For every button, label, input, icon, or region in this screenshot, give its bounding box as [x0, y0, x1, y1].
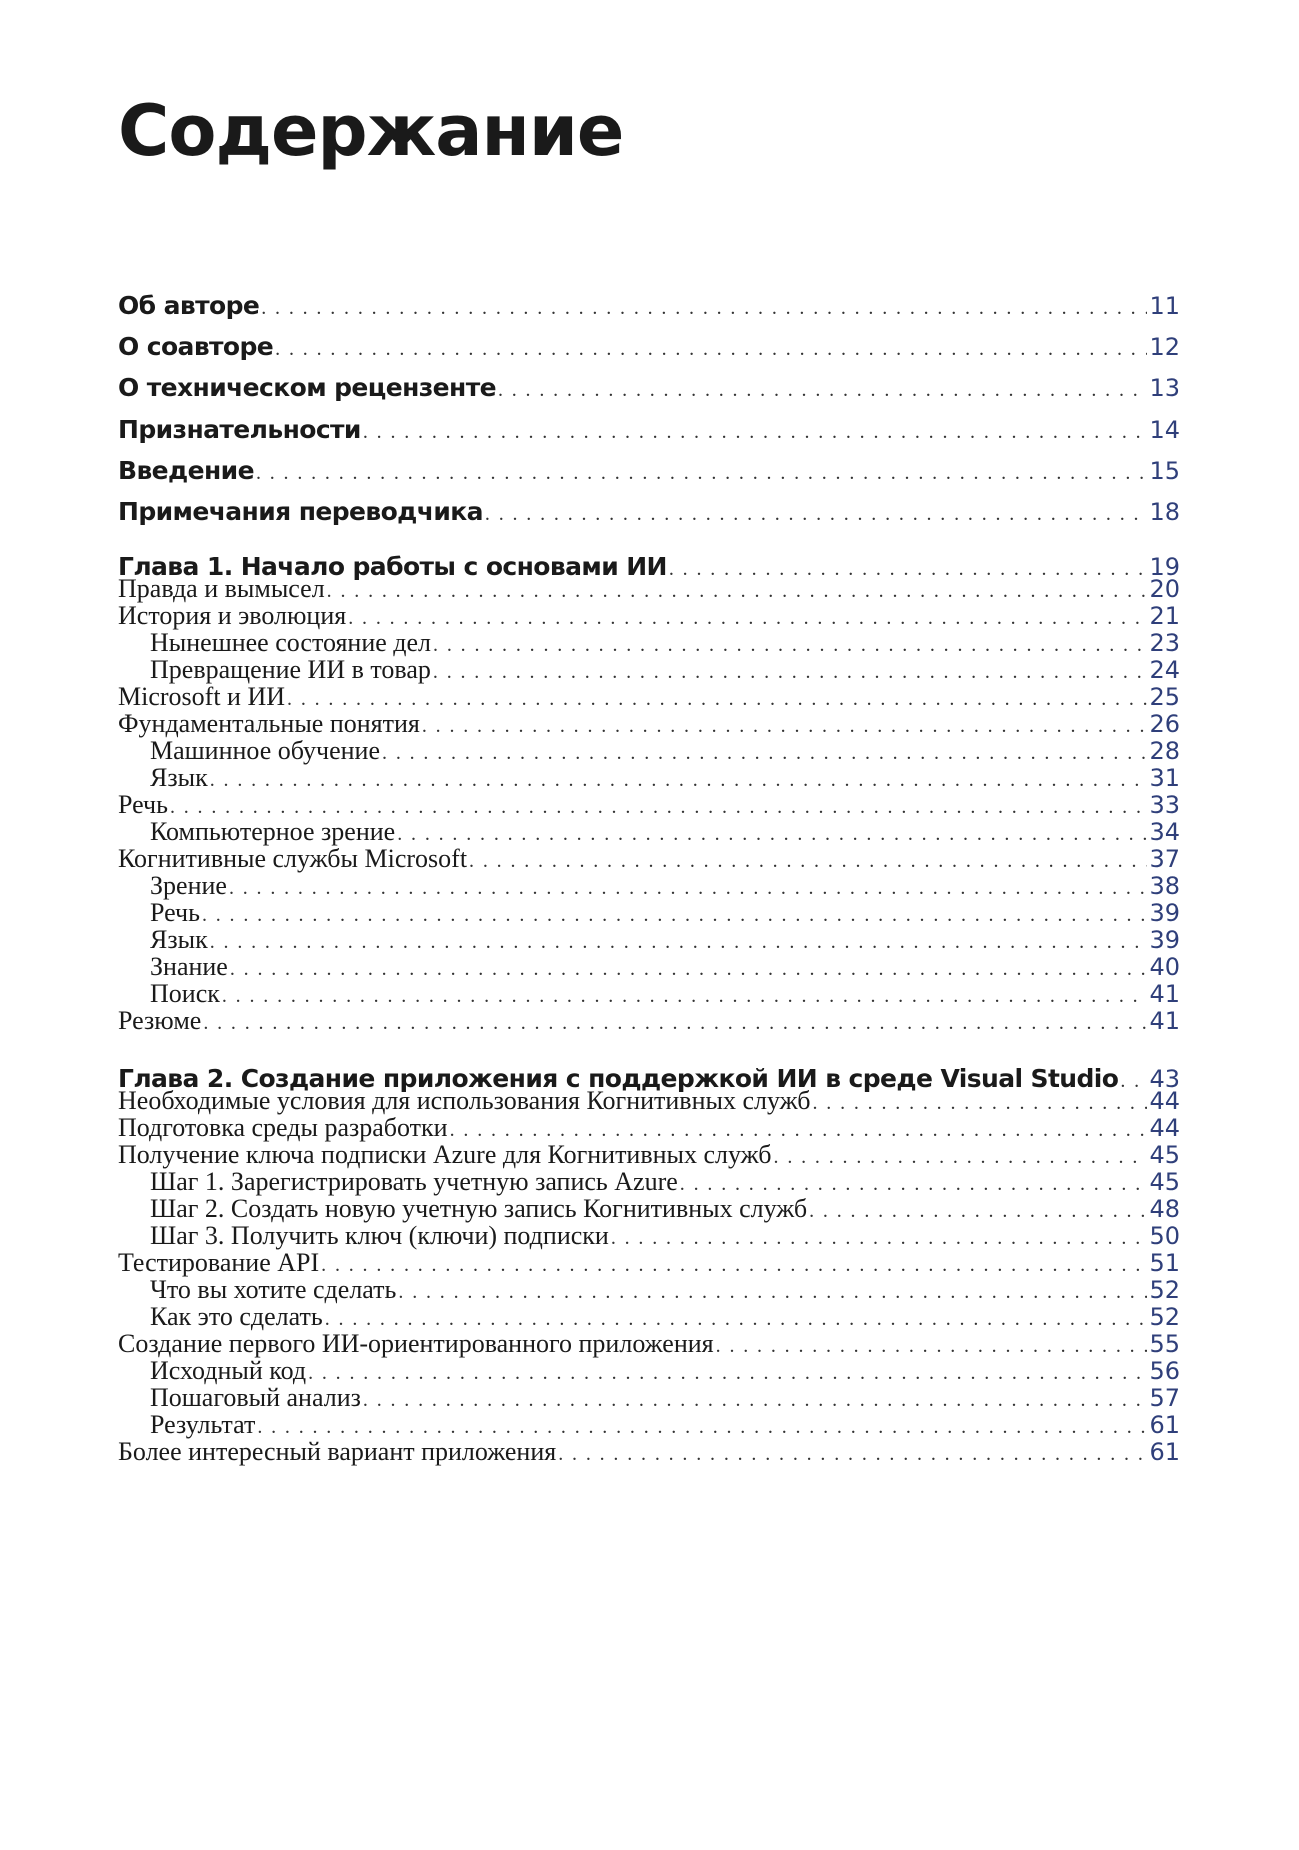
- toc-page-number: 56: [1149, 1357, 1180, 1385]
- toc-entry-label: Машинное обучение: [150, 736, 381, 765]
- toc-entry-label: Речь: [150, 898, 200, 927]
- toc-page-number: 15: [1149, 457, 1180, 485]
- dot-leader: [398, 1282, 1147, 1302]
- toc-page-number: 26: [1149, 710, 1180, 738]
- dot-leader: [450, 1120, 1148, 1140]
- dot-leader: [363, 1390, 1148, 1410]
- toc-page-number: 52: [1149, 1276, 1180, 1304]
- toc-page-number: 44: [1149, 1114, 1180, 1142]
- page-title: Содержание: [118, 90, 624, 172]
- dot-leader: [256, 463, 1148, 483]
- toc-page-number: 11: [1149, 292, 1180, 320]
- dot-leader: [716, 1336, 1148, 1356]
- toc-page-number: 57: [1149, 1384, 1180, 1412]
- dot-leader: [469, 851, 1147, 871]
- dot-leader: [433, 662, 1148, 682]
- toc-entry-label: Поиск: [150, 979, 220, 1008]
- toc-entry-label: Создание первого ИИ-ориентированного приложения: [118, 1329, 714, 1358]
- dot-leader: [611, 1228, 1148, 1248]
- toc-entry-label: Шаг 2. Создать новую учетную запись Когнитивных служб: [150, 1194, 808, 1223]
- toc-entry-label: Об авторе: [118, 291, 260, 320]
- toc-page-number: 23: [1149, 629, 1180, 657]
- toc-page-number: 37: [1149, 845, 1180, 873]
- toc-page-number: 61: [1149, 1438, 1180, 1466]
- toc-entry-label: Что вы хотите сделать: [150, 1275, 397, 1304]
- toc-entry[interactable]: [118, 1436, 1180, 1468]
- toc-entry-label: Как это сделать: [150, 1302, 323, 1331]
- toc-entry-label: Компьютерное зрение: [150, 817, 396, 846]
- toc-page-number: 48: [1149, 1195, 1180, 1223]
- dot-leader: [422, 716, 1148, 736]
- dot-leader: [308, 1363, 1147, 1383]
- toc-page-number: 33: [1149, 791, 1180, 819]
- dot-leader: [275, 339, 1147, 359]
- toc-page-number: 24: [1149, 656, 1180, 684]
- toc-entry-label: Резюме: [118, 1006, 202, 1035]
- dot-leader: [498, 380, 1148, 400]
- toc-page-number: 13: [1149, 374, 1180, 402]
- toc-entry-label: Речь: [118, 790, 168, 819]
- toc-entry-label: Фундаментальные понятия: [118, 709, 420, 738]
- toc-page-number: 21: [1149, 602, 1180, 630]
- toc-page-number: 12: [1149, 333, 1180, 361]
- toc-entry-label: О техническом рецензенте: [118, 373, 496, 402]
- toc-entry-label: О соавторе: [118, 332, 274, 361]
- toc-page-number: 41: [1149, 1007, 1180, 1035]
- toc-entry-label: Язык: [150, 763, 208, 792]
- toc-page-number: 44: [1149, 1087, 1180, 1115]
- dot-leader: [558, 1444, 1147, 1464]
- dot-leader: [485, 504, 1148, 524]
- toc-entry-label: Пошаговый анализ: [150, 1383, 361, 1412]
- dot-leader: [170, 797, 1148, 817]
- toc-page-number: 20: [1149, 575, 1180, 603]
- toc-entry-label: Знание: [150, 952, 228, 981]
- toc-page-number: 43: [1149, 1065, 1180, 1093]
- toc-page-number: 19: [1149, 553, 1180, 581]
- toc-page-number: 28: [1149, 737, 1180, 765]
- dot-leader: [321, 1255, 1147, 1275]
- toc-entry-label: Необходимые условия для использования Когнитивных служб: [118, 1086, 811, 1115]
- dot-leader: [680, 1174, 1148, 1194]
- toc-entry-label: История и эволюция: [118, 601, 347, 630]
- dot-leader: [809, 1201, 1147, 1221]
- dot-leader: [287, 689, 1147, 709]
- dot-leader: [327, 581, 1148, 601]
- toc-entry-label: Более интересный вариант приложения: [118, 1437, 557, 1466]
- dot-leader: [230, 959, 1148, 979]
- toc-page-number: 34: [1149, 818, 1180, 846]
- toc-entry-label: Шаг 1. Зарегистрировать учетную запись Azure: [150, 1167, 678, 1196]
- dot-leader: [363, 422, 1148, 442]
- toc-entry-label: Результат: [150, 1410, 256, 1439]
- dot-leader: [261, 298, 1147, 318]
- toc-page-number: 61: [1149, 1411, 1180, 1439]
- dot-leader: [257, 1417, 1147, 1437]
- toc-page-number: 39: [1149, 926, 1180, 954]
- toc-page-number: 39: [1149, 899, 1180, 927]
- toc-entry-label: Получение ключа подписки Azure для Когнитивных служб: [118, 1140, 772, 1169]
- toc-entry-label: Тестирование API: [118, 1248, 320, 1277]
- toc-entry[interactable]: [118, 488, 1180, 536]
- dot-leader: [382, 743, 1147, 763]
- toc-entry-label: Язык: [150, 925, 208, 954]
- dot-leader: [812, 1093, 1147, 1113]
- dot-leader: [229, 878, 1148, 898]
- toc-page-number: 45: [1149, 1141, 1180, 1169]
- toc-entry-label: Когнитивные службы Microsoft: [118, 844, 468, 873]
- toc-entry-label: Подготовка среды разработки: [118, 1113, 448, 1142]
- toc-entry-label: Правда и вымысел: [118, 574, 325, 603]
- toc-page-number: 25: [1149, 683, 1180, 711]
- toc-entry-label: Шаг 3. Получить ключ (ключи) подписки: [150, 1221, 609, 1250]
- toc-page-number: 38: [1149, 872, 1180, 900]
- dot-leader: [348, 608, 1147, 628]
- toc-entry[interactable]: [118, 1005, 1180, 1037]
- dot-leader: [222, 986, 1148, 1006]
- toc-entry-label: Глава 2. Создание приложения с поддержкой ИИ в среде Visual Studio: [118, 1064, 1119, 1093]
- toc-page-number: 40: [1149, 953, 1180, 981]
- dot-leader: [210, 770, 1148, 790]
- toc-page-number: 51: [1149, 1249, 1180, 1277]
- toc-entry-label: Введение: [118, 456, 254, 485]
- toc-page-number: 52: [1149, 1303, 1180, 1331]
- table-of-contents: [118, 0, 1180, 1850]
- toc-entry-label: Microsoft и ИИ: [118, 682, 286, 711]
- toc-entry-label: Исходный код: [150, 1356, 307, 1385]
- toc-page-number: 41: [1149, 980, 1180, 1008]
- toc-entry[interactable]: [118, 364, 1180, 412]
- toc-page-number: 31: [1149, 764, 1180, 792]
- dot-leader: [325, 1309, 1148, 1329]
- toc-entry-label: Признательности: [118, 415, 361, 444]
- dot-leader: [202, 905, 1148, 925]
- toc-entry-label: Нынешнее состояние дел: [150, 628, 432, 657]
- dot-leader: [203, 1013, 1147, 1033]
- toc-entry-label: Примечания переводчика: [118, 497, 483, 526]
- toc-page-number: 55: [1149, 1330, 1180, 1358]
- dot-leader: [210, 932, 1148, 952]
- dot-leader: [433, 635, 1147, 655]
- toc-entry-label: Зрение: [150, 871, 227, 900]
- toc-entry-label: Превращение ИИ в товар: [150, 655, 431, 684]
- dot-leader: [397, 824, 1147, 844]
- toc-page-number: 45: [1149, 1168, 1180, 1196]
- toc-page-number: 18: [1149, 498, 1180, 526]
- toc-page-number: 50: [1149, 1222, 1180, 1250]
- dot-leader: [774, 1147, 1148, 1167]
- toc-page-number: 14: [1149, 416, 1180, 444]
- toc-entry-label: Глава 1. Начало работы с основами ИИ: [118, 552, 667, 581]
